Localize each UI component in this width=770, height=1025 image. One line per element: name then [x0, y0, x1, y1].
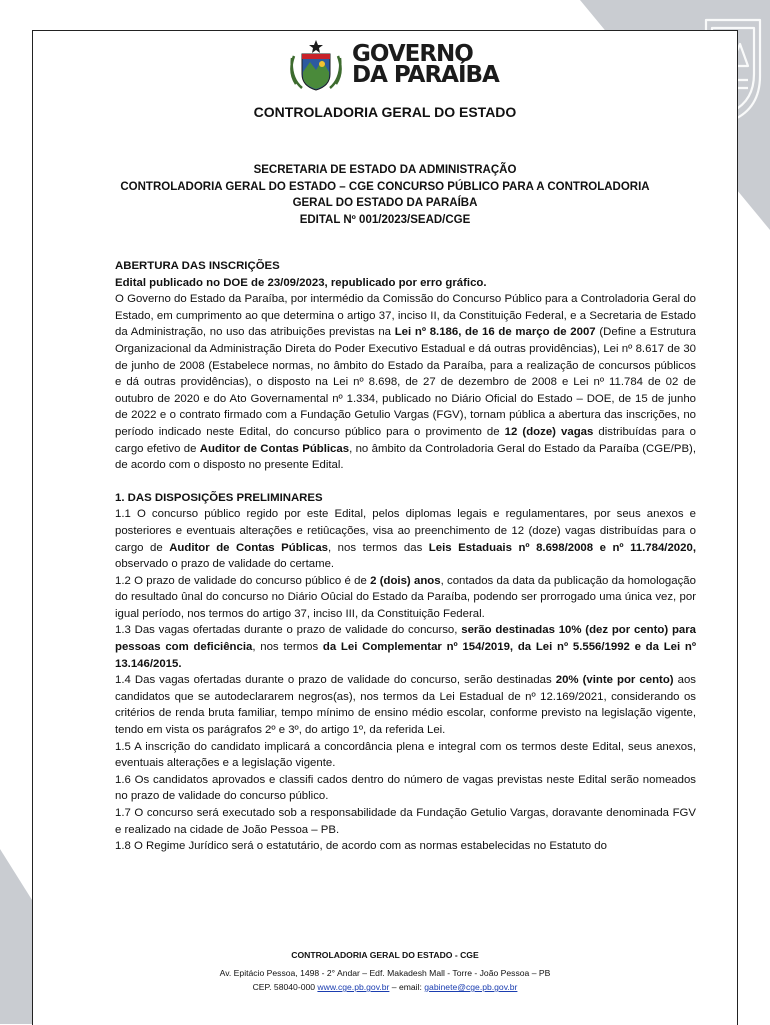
republication-note: Edital publicado no DOE de 23/09/2023, republicado por erro gráfico. [115, 276, 487, 289]
footer-cep: CEP. 58040-000 [252, 982, 316, 992]
page-title: CONTROLADORIA GERAL DO ESTADO [253, 104, 517, 120]
clause-1-4: 1.4 Das vagas ofertadas durante o prazo de validade do concurso, serão destinadas 20% (vinte por cento) aos candidatos que se autodeclararem negros(as), nos termos da Lei Estadual de nº 12.169/2021, considerando os critérios de renda bruta familiar, tempo mínimo de ensino médio escolar, conforme previsto na legislação vigente, tendo em vista os parágrafos 2º e 3º, do artigo 1º, da referida Lei. [115, 674, 696, 737]
footer-address: Av. Epitácio Pessoa, 1498 - 2° Andar – Edf. Makadesh Mall - Torre - João Pessoa – PB [219, 967, 551, 978]
header-line: GERAL DO ESTADO DA PARAÍBA [292, 197, 478, 209]
clause-1-6: 1.6 Os candidatos aprovados e classiﬁ cados dentro do número de vagas previstas neste Edital serão nomeados no prazo de validade do concurso público. [115, 773, 696, 803]
website-link[interactable]: www.cge.pb.gov.br [317, 982, 390, 992]
footer-title: CONTROLADORIA GERAL DO ESTADO - CGE [291, 950, 479, 960]
government-logo [288, 38, 499, 92]
email-label: – email: [391, 982, 422, 992]
opening-heading: ABERTURA DAS INSCRIÇÕES [115, 260, 280, 272]
document-body [115, 258, 696, 855]
brand-line-2: DA PARAÍBA [352, 62, 499, 88]
opening-paragraph: O Governo do Estado da Paraíba, por intermédio da Comissão do Concurso Público para a Controladoria Geral do Estado, em cumprimento ao que determina o artigo 37, inciso II, da Constituição Federal, e a Secretaria de Estado da Administração, no uso das atribuições previstas na Lei nº 8.186, de 16 de março de 2007 (Define a Estrutura Organizacional da Administração Direta do Poder Executivo Estadual e dá outras providências), Lei nº 8.617 de 30 de junho de 2008 (Estabelece normas, no âmbito do Estado da Paraíba, para a realização de concursos públicos e dá outras providências), o disposto na Lei nº 8.698, de 27 de dezembro de 2008 e Lei nº 11.784 de 02 de outubro de 2020 e do Ato Governamental nº 1.334, publicado no Diário Oficial do Estado – DOE, de 15 de junho de 2022 e o contrato firmado com a Fundação Getulio Vargas (FGV), tornam pública a abertura das inscrições, no período indicado neste Edital, do concurso público para o provimento de 12 (doze) vagas distribuídas para o cargo efetivo de Auditor de Contas Públicas, no âmbito da Controladoria Geral do Estado da Paraíba (CGE/PB), de acordo com o disposto no presente Edital. [115, 293, 697, 472]
edital-header [0, 162, 770, 228]
page-footer [0, 948, 770, 995]
email-link[interactable]: gabinete@cge.pb.gov.br [424, 982, 518, 992]
brand-line-1: GOVERNO [352, 41, 473, 67]
section-heading: 1. DAS DISPOSIÇÕES PRELIMINARES [115, 491, 323, 504]
footer-contact [0, 980, 770, 995]
state-coat-of-arms-icon [288, 38, 344, 92]
header-line: CONTROLADORIA GERAL DO ESTADO – CGE CONCURSO PÚBLICO PARA A CONTROLADORIA [120, 180, 650, 193]
clause-1-2: 1.2 O prazo de validade do concurso público é de 2 (dois) anos, contados da data da publicação da homologação do resultado ûnal do concurso no Diário Oûcial do Estado da Paraíba, podendo ser prorrogado uma única vez, por igual período, nos termos do artigo 37, inciso III, da Constituição Federal. [115, 574, 696, 620]
clause-1-7: 1.7 O concurso será executado sob a responsabilidade da Fundação Getulio Vargas, doravante denominada FGV e realizado na cidade de João Pessoa – PB. [115, 807, 696, 836]
clause-1-5: 1.5 A inscrição do candidato implicará a concordância plena e integral com os termos deste Edital, seus anexos, eventuais alterações e a legislação vigente. [115, 740, 696, 770]
clause-1-8: 1.8 O Regime Jurídico será o estatutário, de acordo com as normas estabelecidas no Estatuto do [115, 840, 607, 853]
header-line: EDITAL Nº 001/2023/SEAD/CGE [299, 213, 471, 226]
header-line: SECRETARIA DE ESTADO DA ADMINISTRAÇÃO [253, 164, 517, 176]
clause-1-3: 1.3 Das vagas ofertadas durante o prazo de validade do concurso, serão destinadas 10% (dez por cento) para pessoas com deficiência, nos termos da Lei Complementar nº 154/2019, da Lei nº 5.556/1992 e da Lei nº 13.146/2015. [115, 624, 697, 670]
clause-1-1: 1.1 O concurso público regido por este Edital, pelos diplomas legais e regulamentares, por seus anexos e posteriores e eventuais alterações e retiûcações, visa ao preenchimento de 12 (doze) vagas distribuídas para o cargo de Auditor de Contas Públicas, nos termos das Leis Estaduais nº 8.698/2008 e nº 11.784/2020, observado o prazo de validade do certame. [115, 508, 696, 571]
